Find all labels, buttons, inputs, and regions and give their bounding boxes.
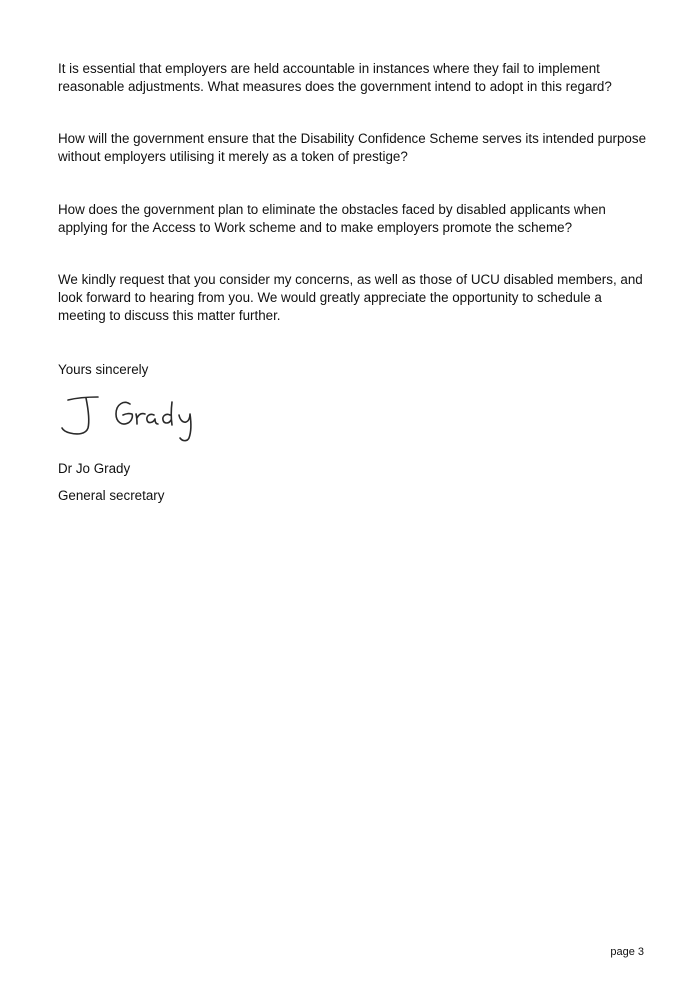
paragraph-line: meeting to discuss this matter further. [58,308,281,323]
page-number: page 3 [610,946,644,958]
signatory-title: General secretary [58,488,165,503]
paragraph-request [58,271,648,325]
paragraph-line: How does the government plan to eliminate the obstacles faced by disabled applicants when [58,202,606,217]
paragraph-line: We kindly request that you consider my concerns, as well as those of UCU disabled members, and [58,272,643,287]
paragraph-line: applying for the Access to Work scheme and to make employers promote the scheme? [58,220,573,235]
paragraph-accountability [58,60,648,96]
paragraph-line: without employers utilising it merely as a token of prestige? [58,149,408,164]
paragraph-access-to-work [58,201,648,237]
paragraph-line: How will the government ensure that the Disability Confidence Scheme serves its intended purpose [58,131,647,146]
paragraph-line: look forward to hearing from you. We would greatly appreciate the opportunity to schedule a [58,290,602,305]
closing-salutation: Yours sincerely [58,362,149,377]
signatory-name: Dr Jo Grady [58,461,131,476]
paragraph-disability-confidence [58,130,648,166]
paragraph-line: It is essential that employers are held accountable in instances where they fail to implement [58,61,600,76]
paragraph-line: reasonable adjustments. What measures does the government intend to adopt in this regard? [58,79,612,94]
